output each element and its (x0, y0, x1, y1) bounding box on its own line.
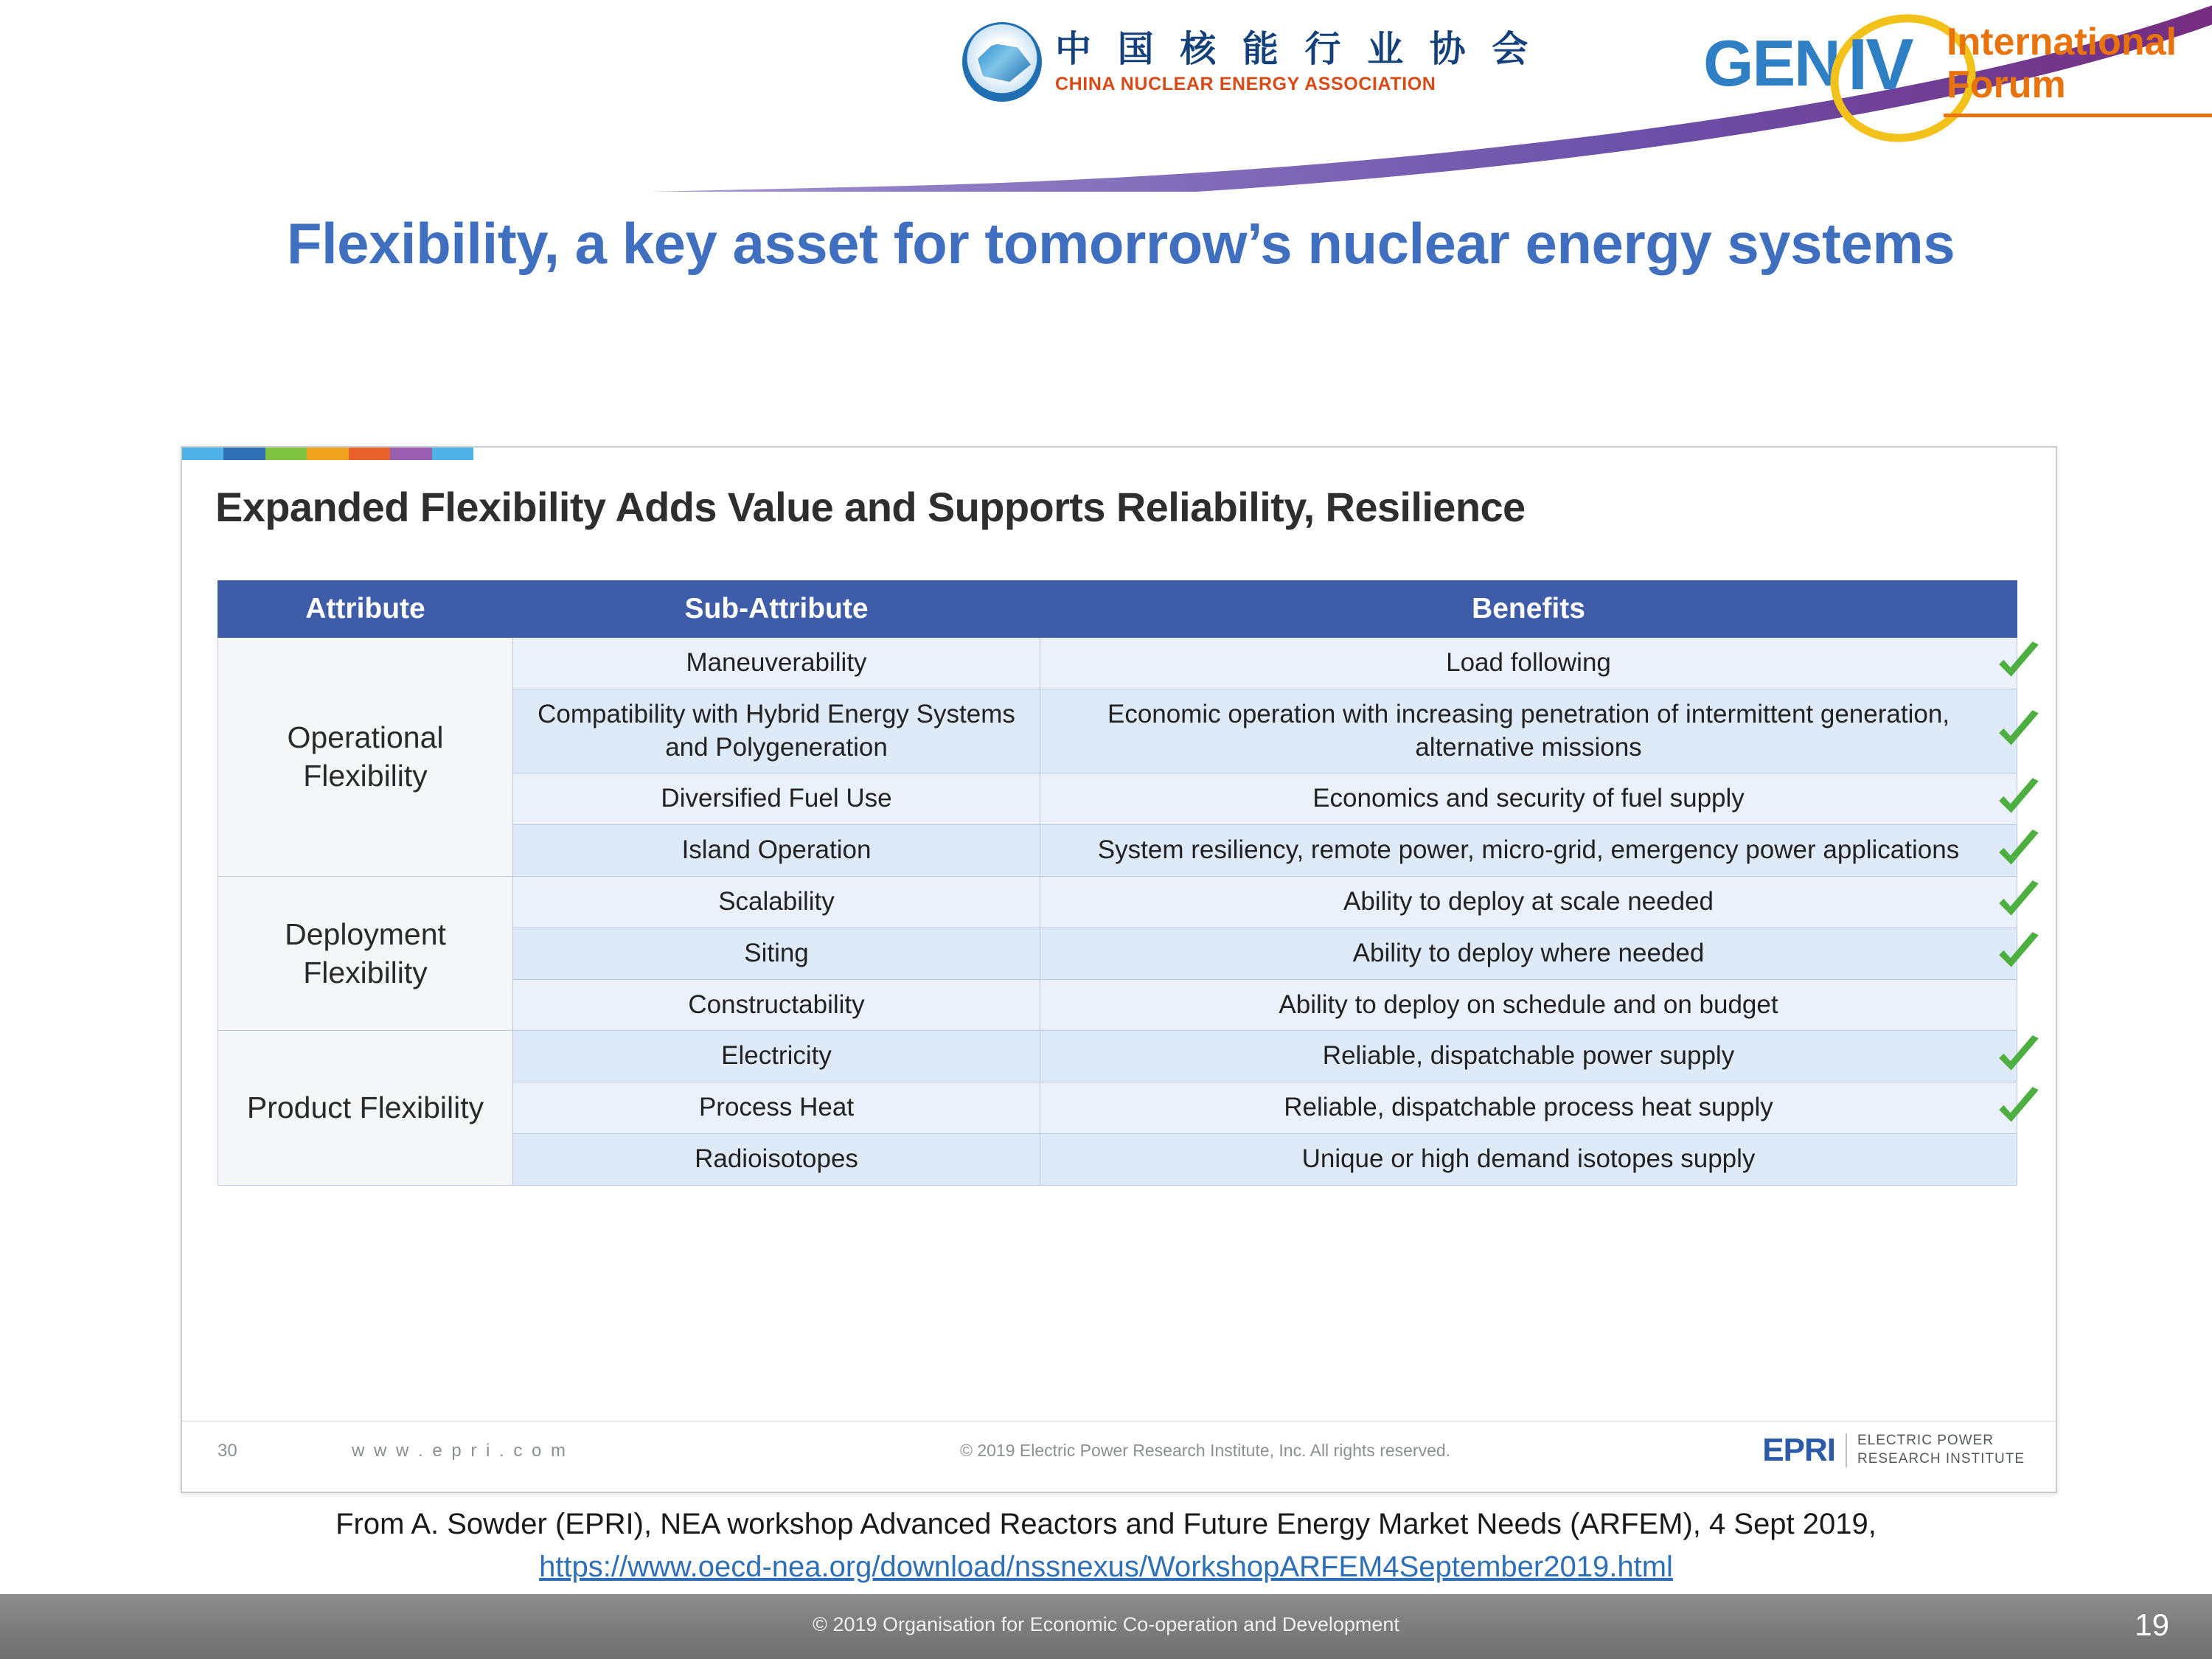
check-icon (1994, 639, 2043, 687)
table-cell-sub-attribute: Process Heat (513, 1082, 1040, 1134)
epri-brand-wordmark: EPRI (1762, 1432, 1835, 1468)
table-row (218, 638, 2017, 689)
column-header-sub-attribute: Sub-Attribute (513, 581, 1040, 638)
source-caption (74, 1504, 2138, 1587)
page-title: Flexibility, a key asset for tomorrow’s nuclear energy systems (286, 211, 1955, 276)
epri-slide-heading: Expanded Flexibility Adds Value and Supports Reliability, Resilience (215, 484, 1526, 530)
check-icon (1994, 1084, 2043, 1133)
cnea-logo-text (1055, 29, 1536, 94)
cnea-emblem-icon (962, 22, 1042, 102)
table-cell-benefit: Load following (1040, 638, 2017, 689)
epri-brand-subtitle (1857, 1432, 2025, 1468)
table-cell-sub-attribute: Diversified Fuel Use (513, 773, 1040, 825)
check-icon (1994, 929, 2043, 978)
check-icon (1994, 877, 2043, 926)
table-cell-benefit: System resiliency, remote power, micro-grid, emergency power applications (1040, 825, 2017, 877)
table-cell-sub-attribute: Electricity (513, 1031, 1040, 1082)
cnea-english-name: CHINA NUCLEAR ENERGY ASSOCIATION (1055, 73, 1436, 94)
table-header-row (218, 581, 2017, 638)
gen-logo-underline (1944, 114, 2212, 117)
slide-page-number: 19 (2135, 1607, 2169, 1642)
table-cell-sub-attribute: Scalability (513, 876, 1040, 928)
column-header-benefits: Benefits (1040, 581, 2017, 638)
cnea-logo (962, 22, 1536, 102)
column-header-attribute: Attribute (218, 581, 513, 638)
colorbar-segment (390, 448, 431, 460)
table-cell-attribute: Product Flexibility (218, 1031, 513, 1185)
colorbar-segment (223, 448, 265, 460)
check-icon (1994, 775, 2043, 824)
gen-iv-international-forum-logo (1703, 10, 2175, 136)
table-cell-attribute: Operational Flexibility (218, 638, 513, 877)
table-cell-benefit: Ability to deploy on schedule and on budget (1040, 979, 2017, 1031)
table-row (218, 876, 2017, 928)
table-row (218, 1031, 2017, 1082)
colorbar-segment (307, 448, 348, 460)
slide-header (0, 0, 2212, 192)
table-cell-benefit: Reliable, dispatchable process heat supply (1040, 1082, 2017, 1134)
check-icon (1994, 1032, 2043, 1081)
epri-brand-subtitle-line2: RESEARCH INSTITUTE (1857, 1451, 2025, 1467)
cnea-chinese-name: 中 国 核 能 行 业 协 会 (1055, 29, 1537, 70)
colorbar-segment (265, 448, 307, 460)
gen-logo-international-text: International (1947, 21, 2177, 63)
epri-footer-website: w w w . e p r i . c o m (352, 1441, 568, 1461)
epri-footer-page-number: 30 (218, 1441, 237, 1461)
table-cell-sub-attribute: Maneuverability (513, 638, 1040, 689)
epri-colorbar-decoration (182, 448, 473, 460)
gen-logo-text: GEN (1703, 27, 1840, 100)
table-cell-sub-attribute: Compatibility with Hybrid Energy Systems and Polygeneration (513, 689, 1040, 773)
flexibility-attributes-table (218, 580, 2017, 1186)
epri-brand-divider (1846, 1433, 1847, 1467)
colorbar-segment (349, 448, 390, 460)
table-cell-benefit: Ability to deploy where needed (1040, 928, 2017, 979)
epri-footer-copyright: © 2019 Electric Power Research Institute, Inc. All rights reserved. (960, 1441, 1451, 1460)
epri-slide-image (181, 446, 2057, 1493)
colorbar-segment (182, 448, 223, 460)
epri-footer (182, 1421, 2056, 1492)
source-caption-link[interactable]: https://www.oecd-nea.org/download/nssnexus/WorkshopARFEM4September2019.html (539, 1551, 1673, 1583)
epri-brand-logo (1762, 1432, 2025, 1469)
check-icon (1994, 827, 2043, 875)
gen-logo-iv-text: IV (1848, 24, 1912, 105)
table-cell-benefit: Economics and security of fuel supply (1040, 773, 2017, 825)
table-cell-sub-attribute: Radioisotopes (513, 1133, 1040, 1185)
source-caption-text: From A. Sowder (EPRI), NEA workshop Advanced Reactors and Future Energy Market Needs (ARFEM), 4 Sept 2019, (335, 1508, 1877, 1540)
colorbar-segment (432, 448, 473, 460)
slide-bottom-bar (0, 1594, 2212, 1659)
bottom-bar-copyright: © 2019 Organisation for Economic Co-operation and Development (813, 1613, 1399, 1635)
table-cell-sub-attribute: Island Operation (513, 825, 1040, 877)
table-cell-benefit: Ability to deploy at scale needed (1040, 876, 2017, 928)
check-icon (1994, 707, 2043, 756)
table-cell-attribute: Deployment Flexibility (218, 876, 513, 1030)
table-cell-benefit: Reliable, dispatchable power supply (1040, 1031, 2017, 1082)
table-cell-sub-attribute: Constructability (513, 979, 1040, 1031)
gen-logo-forum-text: Forum (1947, 63, 2066, 106)
table-cell-benefit: Economic operation with increasing penetration of intermittent generation, alternative missions (1040, 689, 2017, 773)
table-cell-sub-attribute: Siting (513, 928, 1040, 979)
table-cell-benefit: Unique or high demand isotopes supply (1040, 1133, 2017, 1185)
epri-brand-subtitle-line1: ELECTRIC POWER (1857, 1433, 1994, 1449)
